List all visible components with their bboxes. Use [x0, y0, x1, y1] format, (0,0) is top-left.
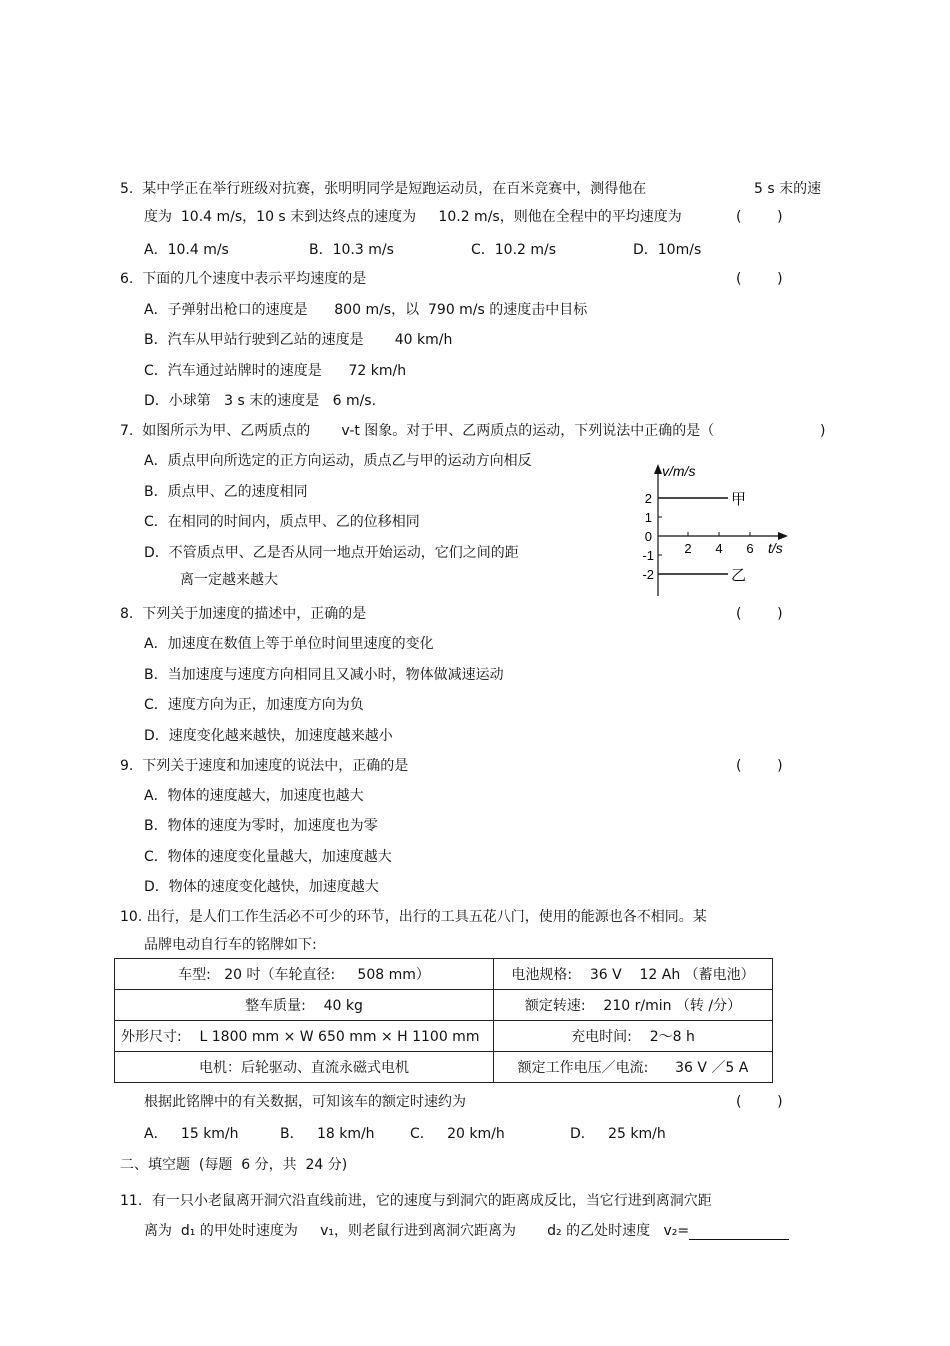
- q8-option-b: B．当加速度与速度方向相同且又减小时，物体做减速运动: [144, 667, 504, 683]
- y-tick-label-neg2: -2: [642, 567, 654, 582]
- x-tick-label-4: 4: [715, 541, 723, 556]
- x-tick-label-2: 2: [684, 541, 692, 556]
- q6-option-c: C．汽车通过站牌时的速度是 72 km/h: [144, 363, 407, 379]
- table-cell: 额定工作电压／电流: 36 V ／5 A: [494, 1052, 773, 1083]
- q7-option-a: A．质点甲向所选定的正方向运动，质点乙与甲的运动方向相反: [144, 453, 532, 469]
- vt-graph: [632, 460, 802, 600]
- table-row: [115, 990, 773, 1021]
- q6-option-b: B．汽车从甲站行驶到乙站的速度是 40 km/h: [144, 332, 453, 348]
- q10-line1: 10. 出行，是人们工作生活必不可少的环节，出行的工具五花八门，使用的能源也各不相同。某: [120, 909, 707, 925]
- q5-line1-tail: 5 s 末的速: [754, 181, 822, 197]
- x-axis-arrow: [778, 532, 788, 540]
- q9-option-a: A．物体的速度越大，加速度也越大: [144, 788, 364, 804]
- q7-option-d: D．不管质点甲、乙是否从同一地点开始运动，它们之间的距: [144, 545, 519, 561]
- table-row: [115, 959, 773, 990]
- q9-option-d: D．物体的速度变化越快，加速度越大: [144, 879, 379, 895]
- x-tick-label-6: 6: [746, 541, 754, 556]
- q11-line2: [144, 1222, 789, 1240]
- table-row: [115, 1021, 773, 1052]
- q9-option-b: B．物体的速度为零时，加速度也为零: [144, 818, 378, 834]
- q5-option-c: C．10.2 m/s: [471, 242, 557, 258]
- table-row: [115, 1052, 773, 1083]
- q6-option-a: A．子弹射出枪口的速度是 800 m/s，以 790 m/s 的速度击中目标: [144, 302, 588, 318]
- q6-option-d: D．小球第 3 s 末的速度是 6 m/s.: [144, 393, 377, 409]
- y-axis-label: v/m/s: [662, 463, 696, 479]
- table-cell: 额定转速: 210 r/min （转 /分）: [494, 990, 773, 1021]
- q8-stem: 8. 下列关于加速度的描述中，正确的是: [120, 606, 367, 622]
- q7-option-c: C．在相同的时间内，质点甲、乙的位移相同: [144, 514, 420, 530]
- answer-blank[interactable]: [689, 1225, 789, 1240]
- q7-answer-paren: ): [820, 423, 826, 439]
- table-cell: 整车质量: 40 kg: [115, 990, 494, 1021]
- q6-stem: 6. 下面的几个速度中表示平均速度的是: [120, 271, 367, 287]
- y-tick-label-1: 1: [644, 510, 652, 525]
- line-yi-label: 乙: [731, 566, 747, 584]
- q5-option-d: D．10m/s: [633, 242, 702, 258]
- q6-answer-paren: ( ): [736, 271, 783, 287]
- q5-line2: 度为 10.4 m/s，10 s 末到达终点的速度为 10.2 m/s，则他在全程中的平均速度为: [144, 209, 682, 225]
- table-cell: 电池规格: 36 V 12 Ah （蓄电池）: [494, 959, 773, 990]
- spec-table: [114, 958, 773, 1083]
- q8-option-a: A．加速度在数值上等于单位时间里速度的变化: [144, 636, 434, 652]
- q10-option-d: D． 25 km/h: [570, 1126, 666, 1142]
- q8-option-c: C．速度方向为正，加速度方向为负: [144, 697, 364, 713]
- q9-stem: 9. 下列关于速度和加速度的说法中，正确的是: [120, 758, 409, 774]
- q5-option-a: A．10.4 m/s: [144, 242, 229, 258]
- line-jia-label: 甲: [731, 490, 747, 508]
- q10-after: 根据此铭牌中的有关数据，可知该车的额定时速约为: [144, 1094, 466, 1110]
- table-cell: 电机：后轮驱动、直流永磁式电机: [115, 1052, 494, 1083]
- q7-option-b: B．质点甲、乙的速度相同: [144, 484, 308, 500]
- y-tick-label-0: 0: [644, 529, 652, 544]
- q8-option-d: D．速度变化越来越快，加速度越来越小: [144, 728, 393, 744]
- table-cell: 外形尺寸: L 1800 mm × W 650 mm × H 1100 mm: [115, 1021, 494, 1052]
- q9-option-c: C．物体的速度变化量越大，加速度越大: [144, 849, 392, 865]
- q9-answer-paren: ( ): [736, 758, 783, 774]
- q7-stem: 7. 如图所示为甲、乙两质点的 v-t 图象。对于甲、乙两质点的运动，下列说法中正确的是（: [120, 423, 715, 439]
- y-tick-label-2: 2: [644, 491, 652, 506]
- q10-option-b: B． 18 km/h: [280, 1126, 375, 1142]
- q11-line2-text: 离为 d₁ 的甲处时速度为 v₁，则老鼠行进到离洞穴距离为 d₂ 的乙处时速度 v₂=: [144, 1223, 690, 1239]
- q10-line2: 品牌电动自行车的铭牌如下:: [144, 937, 317, 953]
- y-tick-label-neg1: -1: [642, 548, 654, 563]
- table-cell: 充电时间: 2～8 h: [494, 1021, 773, 1052]
- q7-option-d-cont: 离一定越来越大: [180, 572, 278, 588]
- section-heading: 二、填空题 (每题 6 分，共 24 分): [120, 1157, 348, 1173]
- q5-line1: 5. 某中学正在举行班级对抗赛，张明明同学是短跑运动员，在百米竞赛中，测得他在: [120, 181, 647, 197]
- q11-line1: 11．有一只小老鼠离开洞穴沿直线前进，它的速度与到洞穴的距离成反比，当它行进到离洞穴距: [120, 1193, 712, 1209]
- x-axis-label: t/s: [768, 540, 783, 556]
- q5-option-b: B．10.3 m/s: [309, 242, 394, 258]
- q5-answer-paren: ( ): [736, 209, 783, 225]
- q10-option-a: A． 15 km/h: [144, 1126, 239, 1142]
- q10-option-c: C． 20 km/h: [410, 1126, 505, 1142]
- table-cell: 车型: 20 吋（车轮直径: 508 mm）: [115, 959, 494, 990]
- q10-answer-paren: ( ): [736, 1094, 783, 1110]
- q8-answer-paren: ( ): [736, 606, 783, 622]
- y-axis-arrow: [654, 464, 662, 474]
